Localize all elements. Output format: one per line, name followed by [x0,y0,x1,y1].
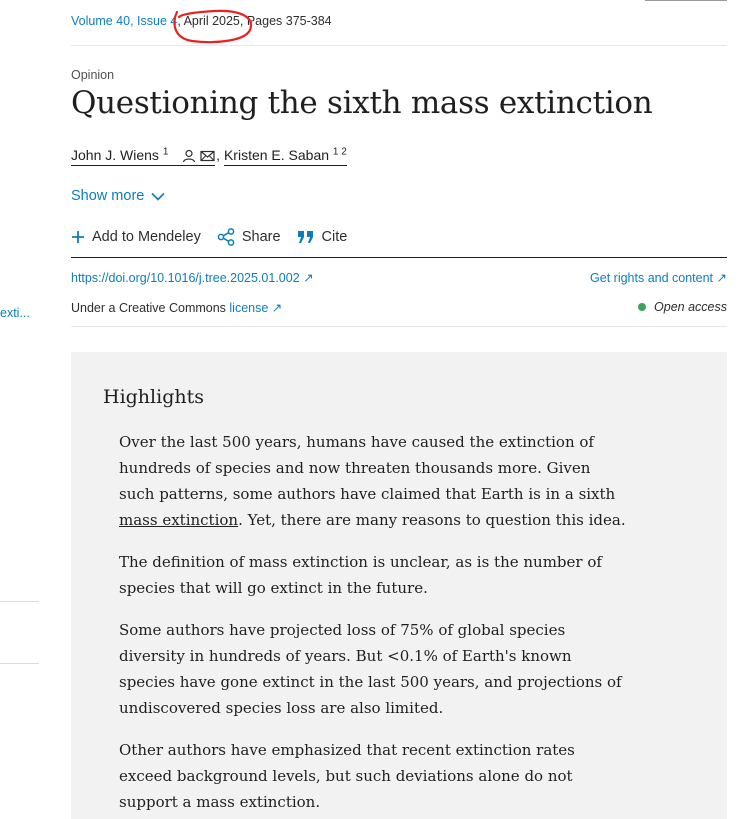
cite-label: Cite [321,229,348,245]
author-saban[interactable] [224,147,347,166]
divider [71,257,727,258]
issue-date: April 2025 [183,14,240,28]
highlight-item: Over the last 500 years, humans have caused the extinction of hundreds of species and now threaten thousands more. Given such patterns, some authors have claimed that Earth is in a sixth mass extinction. Yet, there are many reasons to question this idea. [119,433,626,529]
author-name: John J. Wiens [71,147,159,163]
volume-issue-link[interactable]: Volume 40, Issue 4 [71,14,178,28]
license-line: Under a Creative Commons license ↗ [71,301,283,315]
source-line: Volume 40, Issue 4, April 2025, Pages 375-384 [71,14,332,28]
affiliation-sup: 1 [162,146,169,158]
affiliation-sup: 1 2 [332,146,347,158]
sidebar-divider [0,663,39,664]
show-more-button[interactable] [71,188,165,204]
open-access-badge: Open access [638,300,727,314]
envelope-icon [200,150,215,162]
article-title: Questioning the sixth mass extinction [71,85,653,121]
external-link-icon: ↗ [716,271,727,285]
chevron-down-icon [151,192,165,201]
add-label: Add to Mendeley [92,229,201,245]
divider [71,45,727,46]
article-actions [71,228,363,246]
rights-link[interactable]: Get rights and content ↗ [590,271,727,285]
person-icon [182,149,196,163]
sidebar-outline-link[interactable]: exti... [0,306,30,320]
sidebar-divider [0,601,39,602]
top-divider [645,0,727,1]
doi-link[interactable]: https://doi.org/10.1016/j.tree.2025.01.002 ↗ [71,271,314,285]
divider [71,326,727,327]
mass-extinction-link[interactable]: mass extinction [119,511,239,529]
author-wiens[interactable] [71,147,215,166]
page-range: Pages 375-384 [246,14,332,28]
status-dot-icon [638,303,646,311]
share-icon [217,228,235,246]
highlight-item: Other authors have emphasized that recent extinction rates exceed background levels, but such deviations alone do not support a mass extinction. [119,741,575,811]
quote-icon [297,230,315,244]
share-label: Share [241,229,281,245]
cite-button[interactable] [297,229,348,245]
plus-icon [71,230,85,244]
show-more-label: Show more [71,188,145,204]
add-to-mendeley-button[interactable] [71,229,201,245]
red-circle-annotation [170,8,254,44]
author-name: Kristen E. Saban [223,147,330,163]
highlights-title: Highlights [103,386,204,408]
author-list: John J. Wiens $^1$ , Kristen E. Saban $^{1 2}$ [71,147,347,166]
highlight-item: The definition of mass extinction is unclear, as is the number of species that will go extinct in the future. [119,553,602,597]
highlight-item: Some authors have projected loss of 75% of global species diversity in hundreds of years. But <0.1% of Earth's known species have gone extinct in the last 500 years, and projections of undiscovered species loss are also limited. [119,621,622,717]
license-link[interactable]: license ↗ [229,301,283,315]
share-button[interactable] [217,228,281,246]
external-link-icon: ↗ [303,271,314,285]
article-type: Opinion [71,68,115,82]
